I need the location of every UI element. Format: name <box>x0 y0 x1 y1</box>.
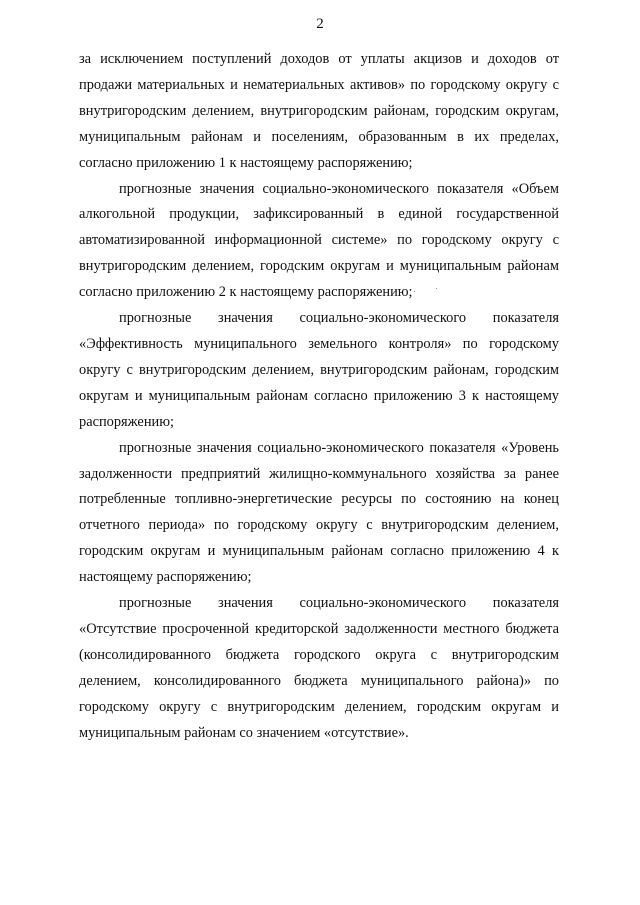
paragraph-housing-debt: прогнозные значения социально-экономического показателя «Уровень задолженности предприятий жилищно-коммунального хозяйства за ранее потребленные топливно-энергетические ресурсы по состоянию на конец отчетного периода» по городскому округу с внутригородским делением, городским округам и муниципальным районам согласно приложению 4 к настоящему распоряжению; <box>79 439 559 586</box>
paragraph-land-control: прогнозные значения социально-экономического показателя «Эффективность муниципального земельного контроля» по городскому округу с внутригородским делением, внутригородским районам, городским округам и муниципальным районам согласно приложению 3 к настоящему распоряжению; <box>79 310 559 430</box>
scan-speck <box>414 291 415 292</box>
paragraph-alcohol-volume: прогнозные значения социально-экономического показателя «Объем алкогольной продукции, зафиксированный в единой государственной автоматизированной информационной системе» по городскому округу с внутригородским делением, городским округам и муниципальным районам согласно приложению 2 к настоящему распоряжению; <box>79 180 559 301</box>
paragraph-budget-arrears: прогнозные значения социально-экономического показателя «Отсутствие просроченной кредиторской задолженности местного бюджета (консолидированного бюджета городского округа с внутригородским делением, консолидированного бюджета муниципального района)» по городскому округу с внутригородским делением, городским округам и муниципальным районам со значением «отсутствие». <box>79 595 559 741</box>
page-number: 2 <box>316 16 324 32</box>
paragraph-continuation: за исключением поступлений доходов от уплаты акцизов и доходов от продажи материальных и нематериальных активов» по городскому округу с внутригородским делением, внутригородским районам, городским округам, муниципальным районам и поселениям, образованным в их пределах, согласно приложению 1 к настоящему распоряжению; <box>79 51 559 171</box>
scan-speck <box>436 288 437 289</box>
document-body <box>79 47 559 746</box>
